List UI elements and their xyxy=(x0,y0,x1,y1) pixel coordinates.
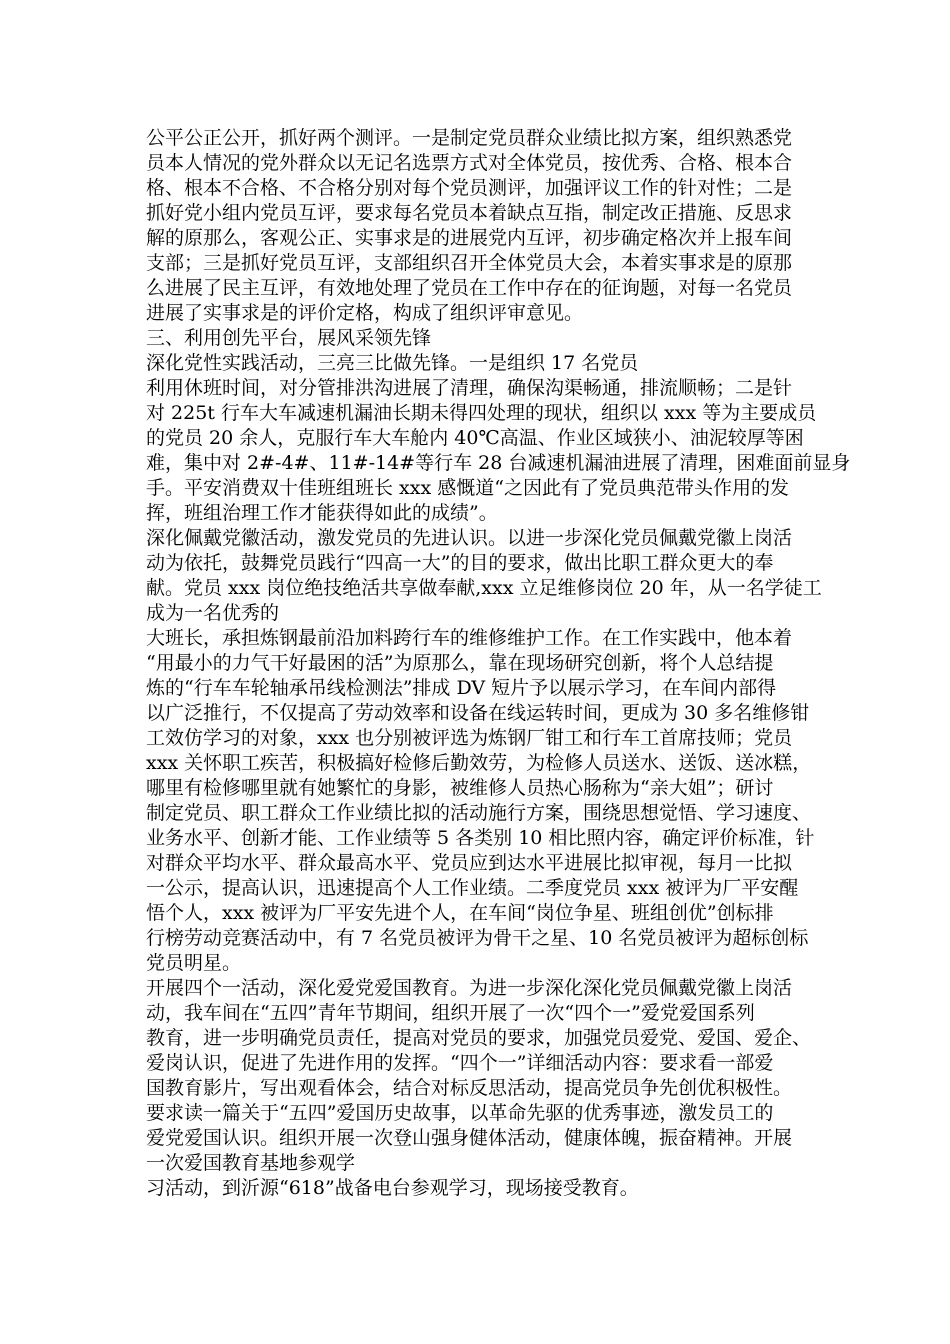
text-line: 支部；三是抓好党员互评，支部组织召开全体党员大会，本着实事求是的原那 xyxy=(146,252,793,274)
text-line: 炼的“行车车轮轴承吊线检测法”排成 DV 短片予以展示学习，在车间内部得 xyxy=(146,677,777,699)
text-line: 教育，进一步明确党员责任，提高对党员的要求，加强党员爱党、爱国、爱企、 xyxy=(146,1027,812,1049)
text-line: 动为依托，鼓舞党员践行“四高一大”的目的要求，做出比职工群众更大的奉 xyxy=(146,552,774,574)
text-line: 哪里有检修哪里就有她繁忙的身影，被维修人员热心肠称为“亲大姐”；研讨 xyxy=(146,777,774,799)
text-line: 深化党性实践活动，三亮三比做先锋。一是组织 17 名党员 xyxy=(146,352,639,374)
text-line: 难，集中对 2#-4#、11#-14#等行车 28 台减速机漏油进展了清理，困难面前显身 xyxy=(146,452,851,474)
text-line: 以广泛推行，不仅提高了劳动效率和设备在线运转时间，更成为 30 多名维修钳 xyxy=(146,702,810,724)
section-heading: 三、利用创先平台，展风采领先锋 xyxy=(146,327,432,349)
text-line: 进展了实事求是的评价定格，构成了组织评审意见。 xyxy=(146,302,584,324)
text-line: 深化佩戴党徽活动，激发党员的先进认识。以进一步深化党员佩戴党徽上岗活 xyxy=(146,527,793,549)
text-line: 对群众平均水平、群众最高水平、党员应到达水平进展比拟审视，每月一比拟 xyxy=(146,852,793,874)
text-line: 开展四个一活动，深化爱党爱国教育。为进一步深化深化党员佩戴党徽上岗活 xyxy=(146,977,793,999)
text-line: “用最小的力气干好最困的活”为原那么，靠在现场研究创新，将个人总结提 xyxy=(146,652,774,674)
text-line: xxx 关怀职工疾苦，积极搞好检修后勤效劳，为检修人员送水、送饭、送冰糕， xyxy=(146,752,812,774)
text-line: 格、根本不合格、不合格分别对每个党员测评，加强评议工作的针对性；二是 xyxy=(146,177,793,199)
text-line: 习活动，到沂源“618”战备电台参观学习，现场接受教育。 xyxy=(146,1177,639,1199)
text-line: 一公示，提高认识，迅速提高个人工作业绩。二季度党员 xxx 被评为厂平安醒 xyxy=(146,877,799,899)
text-line: 大班长，承担炼钢最前沿加料跨行车的维修维护工作。在工作实践中，他本着 xyxy=(146,627,793,649)
text-line: 制定党员、职工群众工作业绩比拟的活动施行方案，围绕思想觉悟、学习速度、 xyxy=(146,802,812,824)
text-line: 公平公正公开，抓好两个测评。一是制定党员群众业绩比拟方案，组织熟悉党 xyxy=(146,127,793,149)
text-line: 么进展了民主互评，有效地处理了党员在工作中存在的征询题，对每一名党员 xyxy=(146,277,793,299)
text-line: 爱岗认识，促进了先进作用的发挥。“四个一”详细活动内容：要求看一部爱 xyxy=(146,1052,774,1074)
text-line: 爱党爱国认识。组织开展一次登山强身健体活动，健康体魄，振奋精神。开展 xyxy=(146,1127,793,1149)
text-line: 悟个人，xxx 被评为厂平安先进个人，在车间“岗位争星、班组创优”创标排 xyxy=(146,902,774,924)
text-line: 利用休班时间，对分管排洪沟进展了清理，确保沟渠畅通，排流顺畅；二是针 xyxy=(146,377,793,399)
document-body xyxy=(146,126,851,1201)
text-line: 献。党员 xxx 岗位绝技绝活共享做奉献,xxx 立足维修岗位 20 年，从一名学徒工 xyxy=(146,577,822,599)
text-line: 一次爱国教育基地参观学 xyxy=(146,1152,356,1174)
text-line: 挥，班组治理工作才能获得如此的成绩”。 xyxy=(146,502,498,524)
text-line: 业务水平、创新才能、工作业绩等 5 各类别 10 相比照内容，确定评价标准，针 xyxy=(146,827,815,849)
text-line: 抓好党小组内党员互评，要求每名党员本着缺点互指，制定改正措施、反思求 xyxy=(146,202,793,224)
text-line: 动，我车间在“五四”青年节期间，组织开展了一次“四个一”爱党爱国系列 xyxy=(146,1002,755,1024)
text-line: 员本人情况的党外群众以无记名选票方式对全体党员，按优秀、合格、根本合 xyxy=(146,152,793,174)
text-line: 解的原那么，客观公正、实事求是的进展党内互评，初步确定格次并上报车间 xyxy=(146,227,793,249)
text-line: 的党员 20 余人，克服行车大车舱内 40℃高温、作业区域狭小、油泥较厚等困 xyxy=(146,427,804,449)
text-line: 成为一名优秀的 xyxy=(146,602,280,624)
text-line: 党员明星。 xyxy=(146,952,242,974)
text-line: 工效仿学习的对象，xxx 也分别被评选为炼钢厂钳工和行车工首席技师；党员 xyxy=(146,727,793,749)
text-line: 行榜劳动竞赛活动中，有 7 名党员被评为骨干之星、10 名党员被评为超标创标 xyxy=(146,927,809,949)
text-line: 要求读一篇关于“五四”爱国历史故事，以革命先驱的优秀事迹，激发员工的 xyxy=(146,1102,774,1124)
text-line: 国教育影片，写出观看体会，结合对标反思活动，提高党员争先创优积极性。 xyxy=(146,1077,793,1099)
text-line: 对 225t 行车大车减速机漏油长期未得四处理的现状，组织以 xxx 等为主要成员 xyxy=(146,402,817,424)
text-line: 手。平安消费双十佳班组班长 xxx 感慨道“之因此有了党员典范带头作用的发 xyxy=(146,477,789,499)
